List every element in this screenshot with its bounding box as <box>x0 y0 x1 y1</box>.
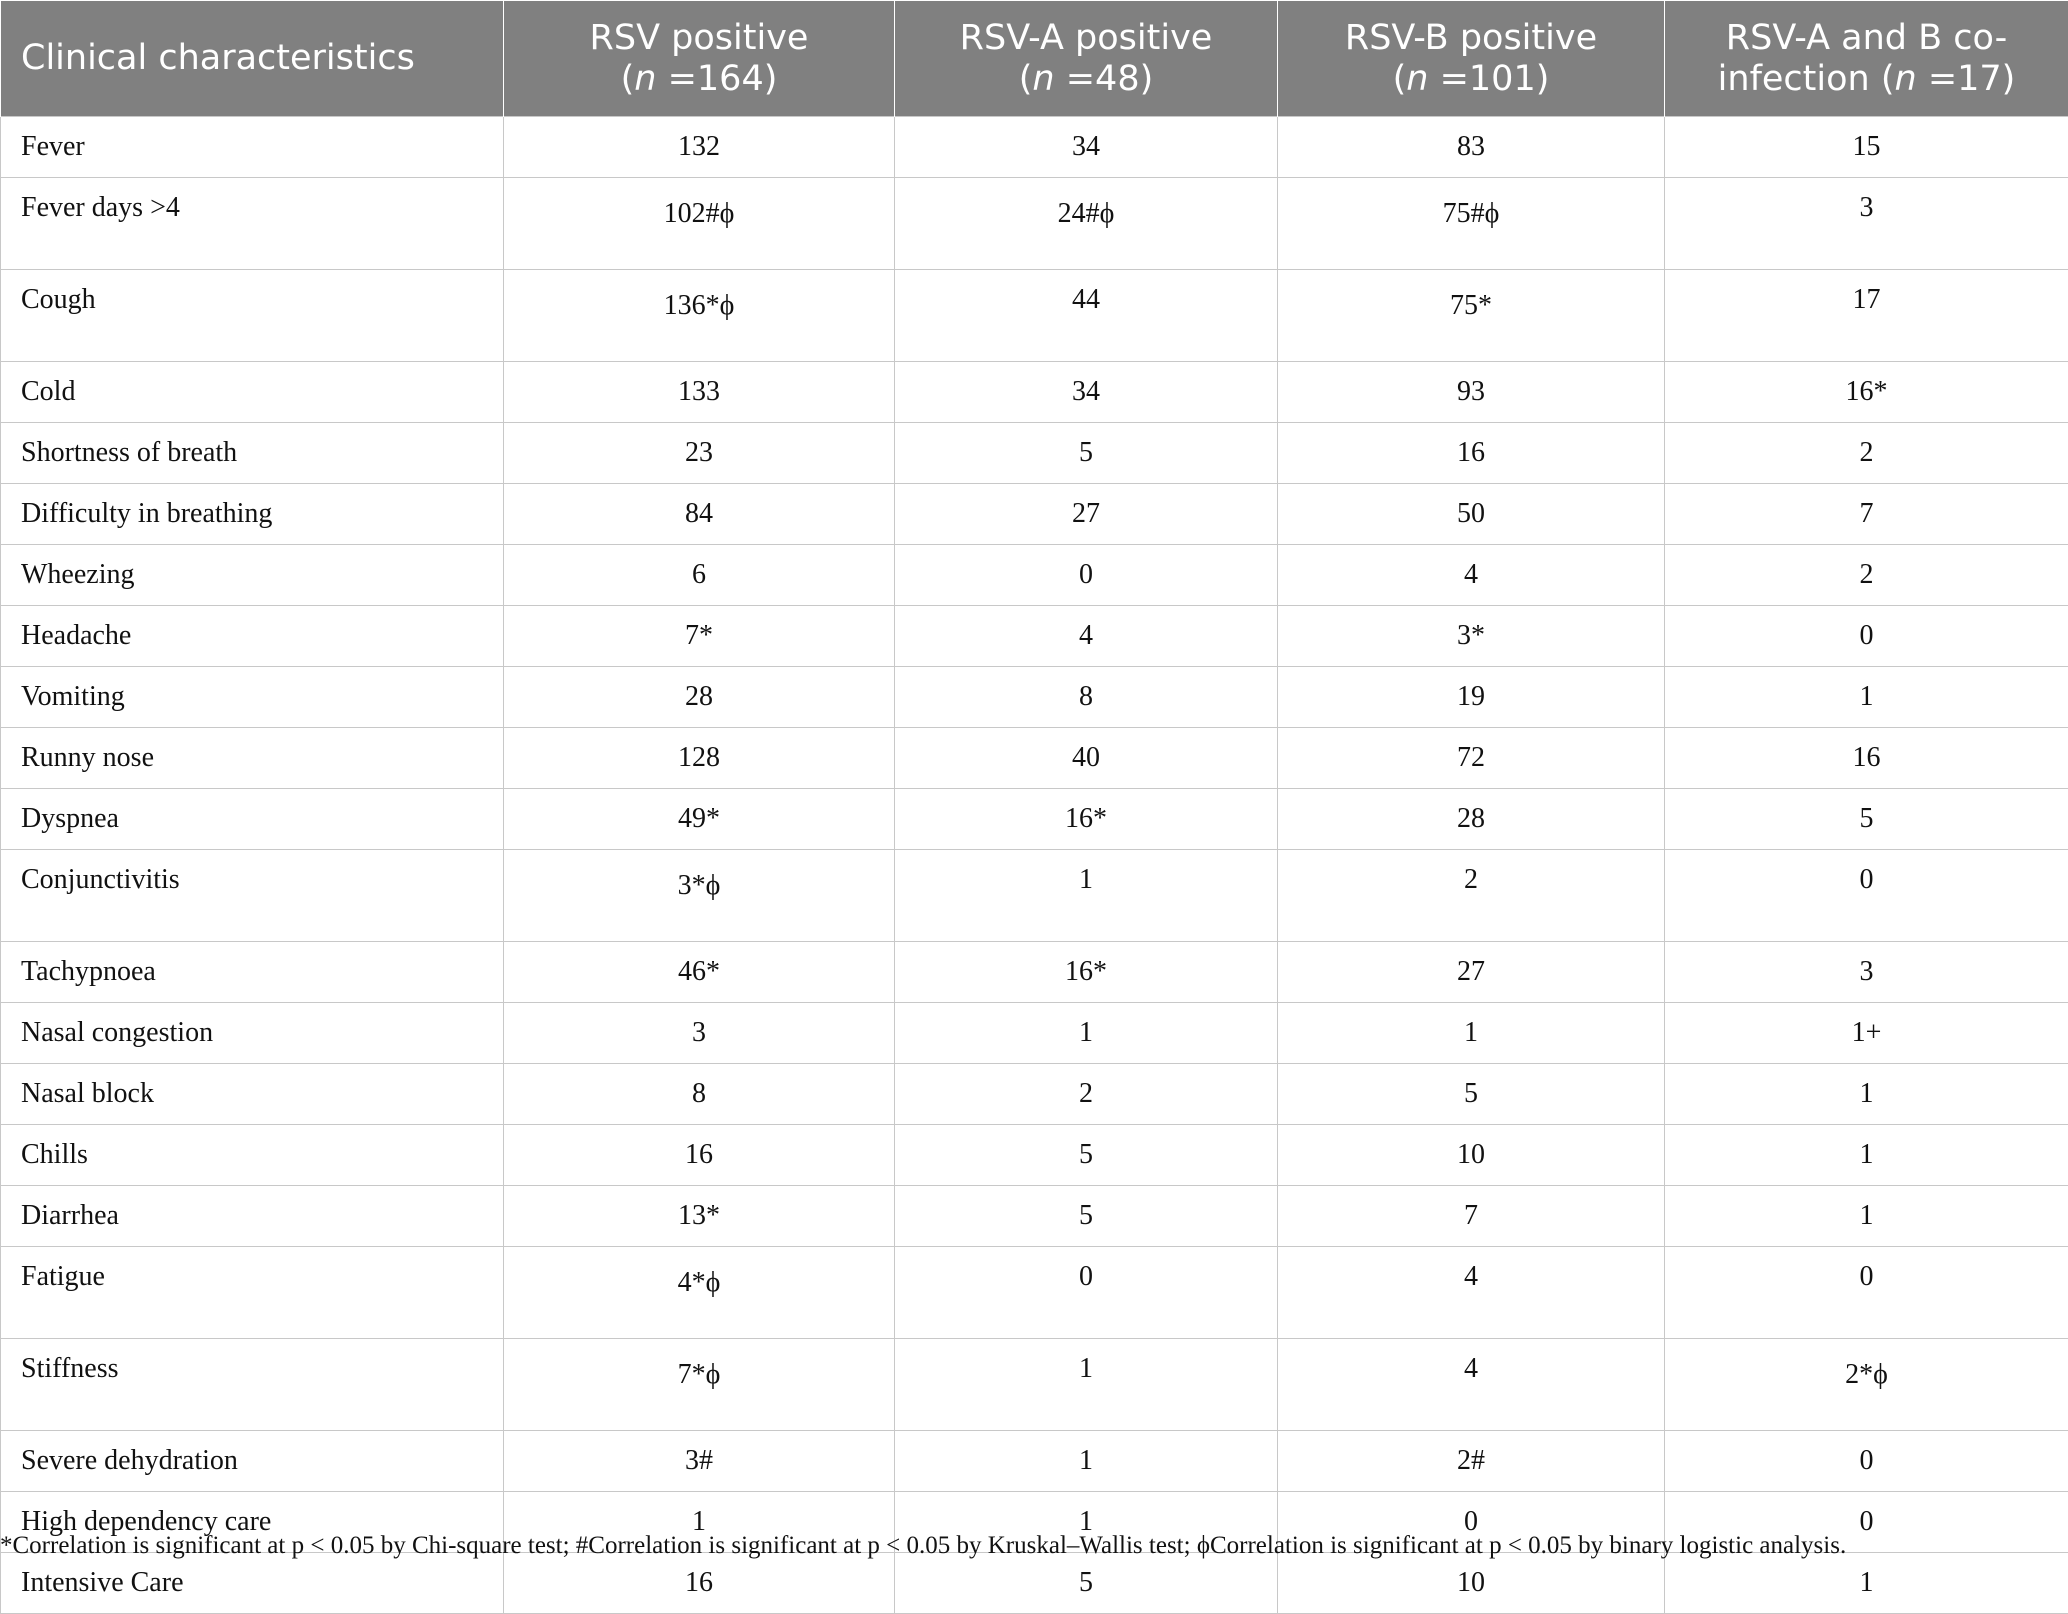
table-cell: 34 <box>895 117 1278 178</box>
table-cell: 83 <box>1278 117 1665 178</box>
table-row <box>1 667 2068 728</box>
table-row <box>1 1553 2068 1614</box>
footnote-text: *Correlation is significant at p < 0.05 by Chi-square test; #Correlation is significant at p < 0.05 by Kruskal–Wallis test; ϕCorrelation is significant at p < 0.05 by binary logistic analysis. <box>0 1532 1846 1559</box>
table-row <box>1 178 2068 270</box>
table-cell: 15 <box>1665 117 2068 178</box>
table-cell: 4*ϕ <box>504 1247 895 1339</box>
table-cell: 0 <box>1665 1247 2068 1339</box>
table-cell: 27 <box>1278 942 1665 1003</box>
header-clinical-characteristics: Clinical characteristics <box>1 1 504 117</box>
table-cell: 75#ϕ <box>1278 178 1665 270</box>
table-cell: 28 <box>1278 789 1665 850</box>
table-cell: 3*ϕ <box>504 850 895 942</box>
table-cell: 16 <box>1665 728 2068 789</box>
table-cell: 8 <box>504 1064 895 1125</box>
row-label: Wheezing <box>1 545 504 606</box>
table-row <box>1 270 2068 362</box>
table-cell: 7*ϕ <box>504 1339 895 1431</box>
row-label: Diarrhea <box>1 1186 504 1247</box>
table-cell: 2*ϕ <box>1665 1339 2068 1431</box>
table-cell: 0 <box>895 545 1278 606</box>
table-cell: 1 <box>1278 1003 1665 1064</box>
row-label: Dyspnea <box>1 789 504 850</box>
table-cell: 1 <box>1665 667 2068 728</box>
table-cell: 10 <box>1278 1125 1665 1186</box>
table-body <box>1 117 2068 1614</box>
table-cell: 1 <box>504 1492 895 1553</box>
table-cell: 24#ϕ <box>895 178 1278 270</box>
table-cell: 5 <box>1665 789 2068 850</box>
table-cell: 50 <box>1278 484 1665 545</box>
table-row <box>1 545 2068 606</box>
table-cell: 27 <box>895 484 1278 545</box>
row-label: Nasal block <box>1 1064 504 1125</box>
table-cell: 132 <box>504 117 895 178</box>
table-cell: 4 <box>1278 545 1665 606</box>
row-label: Severe dehydration <box>1 1431 504 1492</box>
table-row <box>1 1431 2068 1492</box>
table-cell: 17 <box>1665 270 2068 362</box>
row-label: Runny nose <box>1 728 504 789</box>
table-cell: 13* <box>504 1186 895 1247</box>
row-label: Fatigue <box>1 1247 504 1339</box>
table-cell: 1 <box>1665 1064 2068 1125</box>
table-row <box>1 1339 2068 1431</box>
table-row <box>1 423 2068 484</box>
table-cell: 49* <box>504 789 895 850</box>
table-row <box>1 728 2068 789</box>
table-row <box>1 942 2068 1003</box>
table-cell: 8 <box>895 667 1278 728</box>
table-cell: 46* <box>504 942 895 1003</box>
table-cell: 2 <box>1278 850 1665 942</box>
table-footnote <box>0 1532 2068 1560</box>
header-rsv-positive: RSV positive (n =164) <box>504 1 895 117</box>
table-cell: 3 <box>504 1003 895 1064</box>
table-cell: 28 <box>504 667 895 728</box>
table-cell: 2# <box>1278 1431 1665 1492</box>
table-cell: 7 <box>1278 1186 1665 1247</box>
table-cell: 1 <box>895 1339 1278 1431</box>
table-cell: 5 <box>895 1125 1278 1186</box>
table-cell: 34 <box>895 362 1278 423</box>
table-cell: 3 <box>1665 178 2068 270</box>
row-label: Chills <box>1 1125 504 1186</box>
row-label: Nasal congestion <box>1 1003 504 1064</box>
table-cell: 0 <box>1665 606 2068 667</box>
table-cell: 3* <box>1278 606 1665 667</box>
table-cell: 3# <box>504 1431 895 1492</box>
table-cell: 6 <box>504 545 895 606</box>
table-cell: 16 <box>1278 423 1665 484</box>
table-cell: 72 <box>1278 728 1665 789</box>
table-row <box>1 1186 2068 1247</box>
table-cell: 10 <box>1278 1553 1665 1614</box>
row-label: Difficulty in breathing <box>1 484 504 545</box>
row-label: High dependency care <box>1 1492 504 1553</box>
table-cell: 2 <box>895 1064 1278 1125</box>
table-cell: 4 <box>895 606 1278 667</box>
row-label: Tachypnoea <box>1 942 504 1003</box>
header-rsv-b-positive: RSV-B positive (n =101) <box>1278 1 1665 117</box>
table-row <box>1 1003 2068 1064</box>
table-cell: 16 <box>504 1125 895 1186</box>
table-cell: 16* <box>895 789 1278 850</box>
table-cell: 4 <box>1278 1339 1665 1431</box>
header-rsv-a-positive: RSV-A positive (n =48) <box>895 1 1278 117</box>
table-row <box>1 1125 2068 1186</box>
table-cell: 1 <box>895 1003 1278 1064</box>
table-cell: 2 <box>1665 545 2068 606</box>
table-cell: 136*ϕ <box>504 270 895 362</box>
table-cell: 1 <box>1665 1186 2068 1247</box>
row-label: Headache <box>1 606 504 667</box>
table-cell: 0 <box>1665 1431 2068 1492</box>
table-row <box>1 362 2068 423</box>
table-cell: 0 <box>1278 1492 1665 1553</box>
row-label: Intensive Care <box>1 1553 504 1614</box>
table-cell: 7 <box>1665 484 2068 545</box>
table-cell: 84 <box>504 484 895 545</box>
table-cell: 133 <box>504 362 895 423</box>
header-rsv-ab-coinfection: RSV-A and B co- infection (n =17) <box>1665 1 2068 117</box>
table-row <box>1 789 2068 850</box>
table-cell: 5 <box>895 1553 1278 1614</box>
table-cell: 3 <box>1665 942 2068 1003</box>
table-cell: 0 <box>895 1247 1278 1339</box>
header-row <box>1 1 2068 117</box>
table-row <box>1 850 2068 942</box>
table-row <box>1 484 2068 545</box>
row-label: Cough <box>1 270 504 362</box>
table-cell: 5 <box>895 423 1278 484</box>
table-cell: 102#ϕ <box>504 178 895 270</box>
table-cell: 1 <box>895 850 1278 942</box>
table-cell: 16* <box>1665 362 2068 423</box>
row-label: Fever <box>1 117 504 178</box>
row-label: Vomiting <box>1 667 504 728</box>
table-cell: 1 <box>895 1492 1278 1553</box>
row-label: Conjunctivitis <box>1 850 504 942</box>
table-cell: 0 <box>1665 1492 2068 1553</box>
row-label: Shortness of breath <box>1 423 504 484</box>
table-cell: 1 <box>1665 1125 2068 1186</box>
table-header <box>1 1 2068 117</box>
row-label: Fever days >4 <box>1 178 504 270</box>
table-cell: 19 <box>1278 667 1665 728</box>
table-cell: 128 <box>504 728 895 789</box>
row-label: Cold <box>1 362 504 423</box>
table-cell: 5 <box>895 1186 1278 1247</box>
table-cell: 23 <box>504 423 895 484</box>
table-row <box>1 117 2068 178</box>
table-row <box>1 606 2068 667</box>
table-cell: 16 <box>504 1553 895 1614</box>
table-cell: 1+ <box>1665 1003 2068 1064</box>
table-row <box>1 1247 2068 1339</box>
table-cell: 7* <box>504 606 895 667</box>
table-cell: 1 <box>1665 1553 2068 1614</box>
table-cell: 93 <box>1278 362 1665 423</box>
table-cell: 40 <box>895 728 1278 789</box>
row-label: Stiffness <box>1 1339 504 1431</box>
table-row <box>1 1064 2068 1125</box>
table-cell: 0 <box>1665 850 2068 942</box>
table-cell: 44 <box>895 270 1278 362</box>
table-cell: 5 <box>1278 1064 1665 1125</box>
table-cell: 75* <box>1278 270 1665 362</box>
table-cell: 4 <box>1278 1247 1665 1339</box>
table-cell: 1 <box>895 1431 1278 1492</box>
table-cell: 2 <box>1665 423 2068 484</box>
table-cell: 16* <box>895 942 1278 1003</box>
